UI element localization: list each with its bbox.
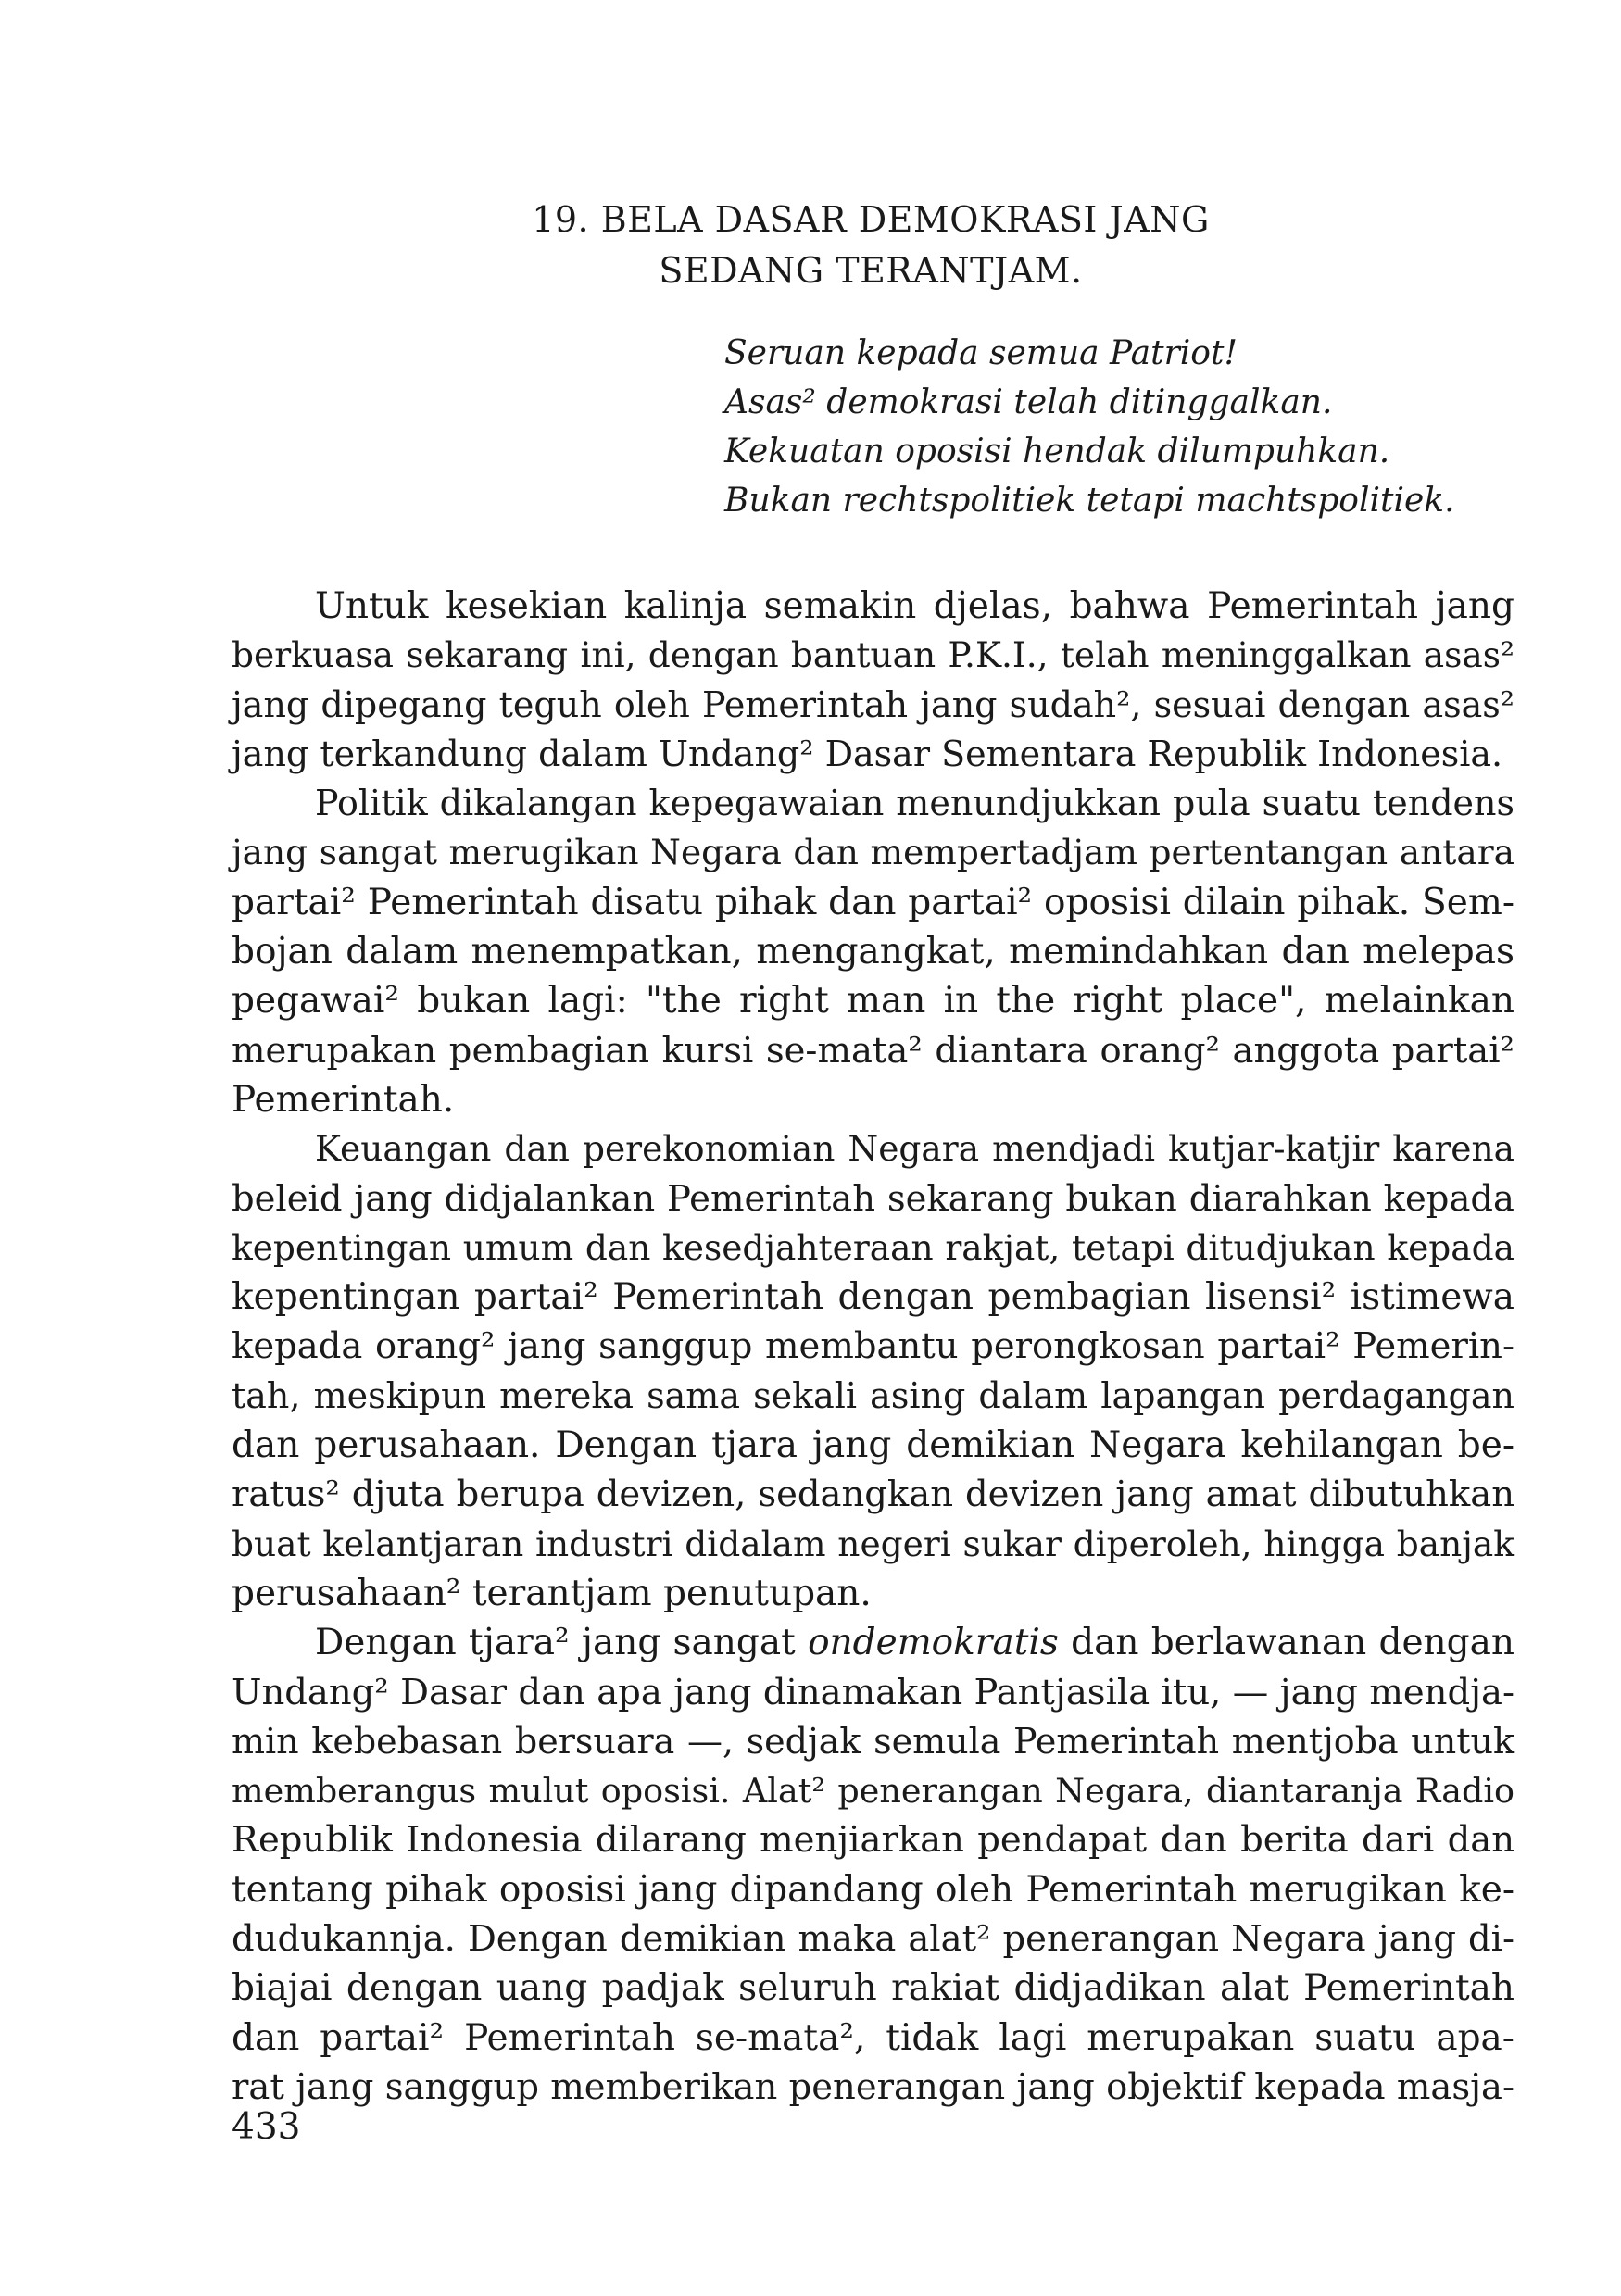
text-line: pegawai² bukan lagi: "the right man in the right place", melainkan [232,980,1514,1023]
text-line: Republik Indonesia dilarang menjiarkan pendapat dan berita dari dan [232,1819,1514,1862]
text-line: jang sangat merugikan Negara dan mempertadjam pertentangan antara [232,832,1514,873]
epigraph-line: Bukan rechtspolitiek tetapi machtspolitiek. [724,482,1455,520]
text-line: beleid jang didjalankan Pemerintah sekarang bukan diarahkan kepada [232,1177,1514,1220]
text-line: min kebebasan bersuara —, sedjak semula Pemerintah mentjoba untuk [232,1720,1514,1762]
text-line: dudukannja. Dengan demikian maka alat² penerangan Negara jang di- [232,1918,1514,1961]
text-line: berkuasa sekarang ini, dengan bantuan P.K.I., telah meninggalkan asas² [232,634,1514,676]
chapter-title-line: 19. BELA DASAR DEMOKRASI JANG [532,199,1210,240]
chapter-title-line: SEDANG TERANTJAM. [659,250,1083,291]
text-line: memberangus mulut oposisi. Alat² penerangan Negara, diantaranja Radio [232,1771,1514,1812]
text-line: Keuangan dan perekonomian Negara mendjadi kutjar-katjir karena [315,1128,1514,1170]
text-line: tentang pihak oposisi jang dipandang oleh Pemerintah merugikan ke- [232,1868,1514,1911]
text-line: merupakan pembagian kursi se-mata² diantara orang² anggota partai² [232,1029,1514,1072]
text-line: Dengan tjara² jang sangat ondemokratis dan berlawanan dengan [315,1622,1514,1664]
text-line: rat jang sanggup memberikan penerangan jang objektif kepada masja- [232,2065,1514,2108]
text-line: buat kelantjaran industri didalam negeri sukar diperoleh, hingga banjak [232,1523,1514,1564]
text-line: kepada orang² jang sanggup membantu perongkosan partai² Pemerin- [232,1325,1514,1368]
italic-term: ondemokratis [808,1622,1059,1664]
text-line: kepentingan partai² Pemerintah dengan pembagian lisensi² istimewa [232,1276,1514,1319]
text-line: dan perusahaan. Dengan tjara jang demikian Negara kehilangan be- [232,1424,1514,1467]
epigraph-line: Kekuatan oposisi hendak dilumpuhkan. [724,433,1390,470]
text-line: jang terkandung dalam Undang² Dasar Sementara Republik Indonesia. [232,733,1503,774]
body-text [232,582,1514,2112]
text-line: dan partai² Pemerintah se-mata², tidak lagi merupakan suatu apa- [232,2016,1514,2059]
text-line: jang dipegang teguh oleh Pemerintah jang sudah², sesuai dengan asas² [232,684,1514,725]
epigraph [724,329,1455,525]
paragraph [232,779,1514,1124]
text-line: partai² Pemerintah disatu pihak dan partai² oposisi dilain pihak. Sem- [232,881,1514,923]
text-line: bojan dalam menempatkan, mengangkat, memindahkan dan melepas [232,931,1514,973]
page-number: 433 [232,2106,301,2148]
text-line: tah, meskipun mereka sama sekali asing dalam lapangan perdagangan [232,1374,1514,1416]
paragraph [232,1124,1514,1618]
epigraph-line: Seruan kepada semua Patriot! [724,334,1238,372]
text-line: kepentingan umum dan kesedjahteraan rakjat, tetapi ditudjukan kepada [232,1226,1514,1268]
epigraph-line: Asas² demokrasi telah ditinggalkan. [724,383,1333,421]
text-line: Politik dikalangan kepegawaian menundjukkan pula suatu tendens [315,783,1514,824]
chapter-title [0,194,1621,296]
text-line: ratus² djuta berupa devizen, sedangkan devizen jang amat dibutuhkan [232,1474,1514,1516]
paragraph [232,1618,1514,2112]
text-line: Pemerintah. [232,1078,455,1121]
text-line: biajai dengan uang padjak seluruh rakiat didjadikan alat Pemerintah [232,1967,1514,2010]
text-line: Untuk kesekian kalinja semakin djelas, bahwa Pemerintah jang [315,585,1514,627]
text-line: Undang² Dasar dan apa jang dinamakan Pantjasila itu, — jang mendja- [232,1671,1514,1713]
paragraph [232,582,1514,779]
text-line: perusahaan² terantjam penutupan. [232,1572,872,1614]
